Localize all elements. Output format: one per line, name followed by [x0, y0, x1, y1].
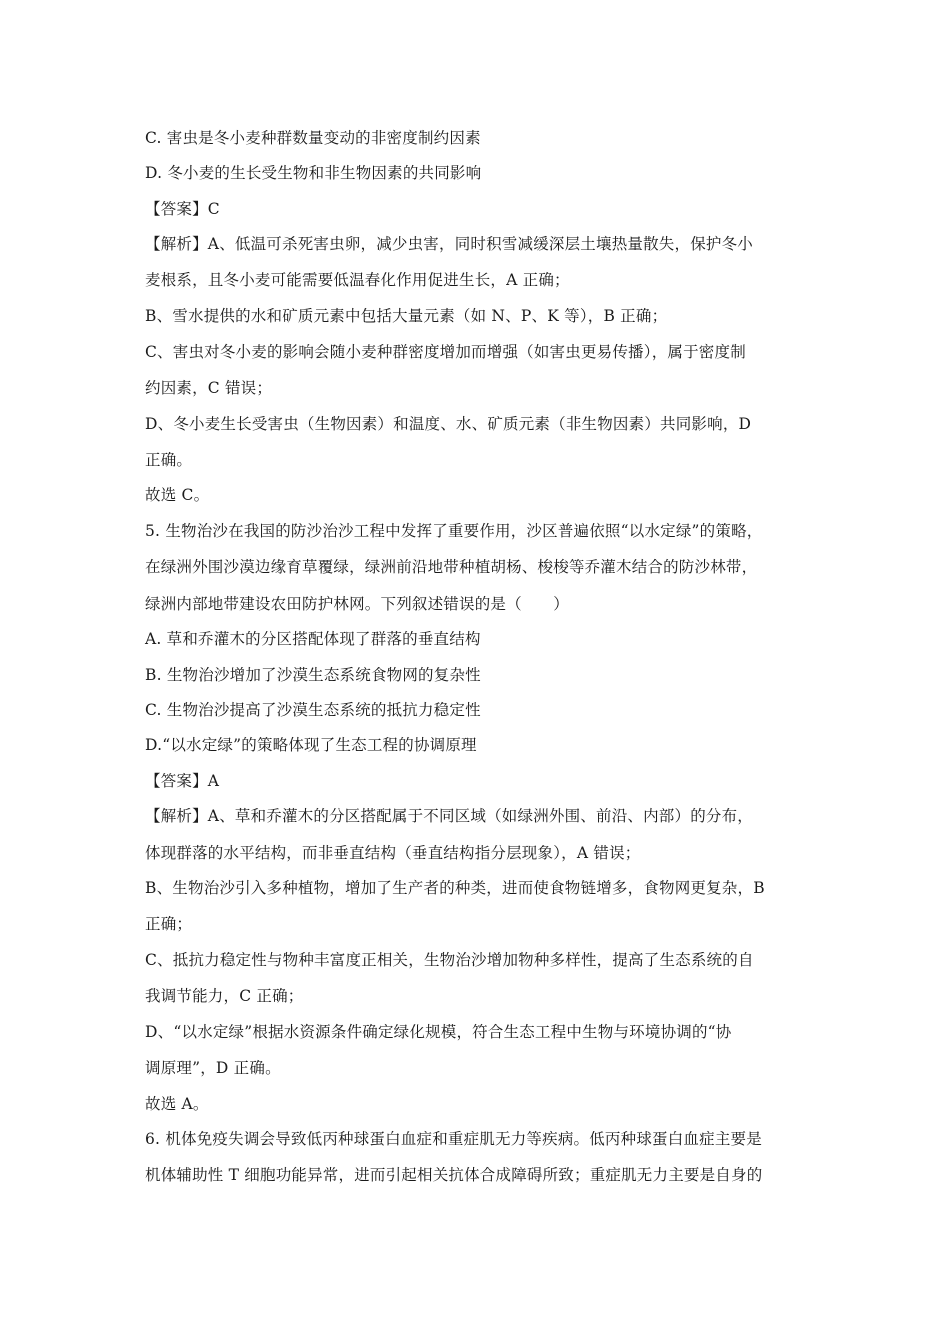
q5-option-a: A. 草和乔灌木的分区搭配体现了群落的垂直结构	[145, 630, 481, 648]
q5-stem-line: 在绿洲外围沙漠边缘育草覆绿，绿洲前沿地带种植胡杨、梭梭等乔灌木结合的防沙林带，	[145, 558, 758, 576]
q4-analysis-line: B、雪水提供的水和矿质元素中包括大量元素（如 N、P、K 等），B 正确；	[145, 307, 668, 325]
q5-analysis-line: D、“以水定绿”根据水资源条件确定绿化规模，符合生态工程中生物与环境协调的“协	[145, 1023, 732, 1041]
q6-stem-line: 机体辅助性 T 细胞功能异常，进而引起相关抗体合成障碍所致；重症肌无力主要是自身的	[145, 1166, 763, 1184]
q5-answer: 【答案】A	[145, 772, 220, 790]
q4-analysis-line: D、冬小麦生长受害虫（生物因素）和温度、水、矿质元素（非生物因素）共同影响，D	[145, 415, 752, 433]
q4-analysis-line: C、害虫对冬小麦的影响会随小麦种群密度增加而增强（如害虫更易传播），属于密度制	[145, 343, 746, 361]
q5-conclusion: 故选 A。	[145, 1095, 209, 1113]
q4-analysis-line: 约因素，C 错误；	[145, 379, 273, 397]
q5-analysis-line: 我调节能力，C 正确；	[145, 987, 304, 1005]
q5-option-d: D.“以水定绿”的策略体现了生态工程的协调原理	[145, 736, 477, 754]
q4-option-d: D. 冬小麦的生长受生物和非生物因素的共同影响	[145, 164, 482, 182]
q5-analysis-line: C、抵抗力稳定性与物种丰富度正相关，生物治沙增加物种多样性，提高了生态系统的自	[145, 951, 754, 969]
q5-option-b: B. 生物治沙增加了沙漠生态系统食物网的复杂性	[145, 666, 481, 684]
q5-analysis-line: 体现群落的水平结构，而非垂直结构（垂直结构指分层现象），A 错误；	[145, 844, 641, 862]
q4-analysis-line: 【解析】A、低温可杀死害虫卵，减少虫害，同时积雪减缓深层土壤热量散失，保护冬小	[145, 235, 753, 253]
q6-stem-line: 6. 机体免疫失调会导致低丙种球蛋白血症和重症肌无力等疾病。低丙种球蛋白血症主要是	[145, 1130, 762, 1148]
q4-analysis-line: 正确。	[145, 451, 193, 469]
q5-analysis-line: 【解析】A、草和乔灌木的分区搭配属于不同区域（如绿洲外围、前沿、内部）的分布，	[145, 807, 753, 825]
q4-answer: 【答案】C	[145, 200, 220, 218]
q5-analysis-line: 正确；	[145, 915, 193, 933]
q4-analysis-line: 麦根系，且冬小麦可能需要低温春化作用促进生长，A 正确；	[145, 271, 570, 289]
q5-option-c: C. 生物治沙提高了沙漠生态系统的抵抗力稳定性	[145, 701, 481, 719]
q5-analysis-line: 调原理”，D 正确。	[145, 1059, 281, 1077]
q4-option-c: C. 害虫是冬小麦种群数量变动的非密度制约因素	[145, 129, 481, 147]
q4-conclusion: 故选 C。	[145, 486, 210, 504]
q5-analysis-line: B、生物治沙引入多种植物，增加了生产者的种类，进而使食物链增多，食物网更复杂，B	[145, 879, 765, 897]
q5-stem-line: 绿洲内部地带建设农田防护林网。下列叙述错误的是（ ）	[145, 595, 569, 613]
q5-stem-line: 5. 生物治沙在我国的防沙治沙工程中发挥了重要作用，沙区普遍依照“以水定绿”的策略，	[145, 522, 763, 540]
